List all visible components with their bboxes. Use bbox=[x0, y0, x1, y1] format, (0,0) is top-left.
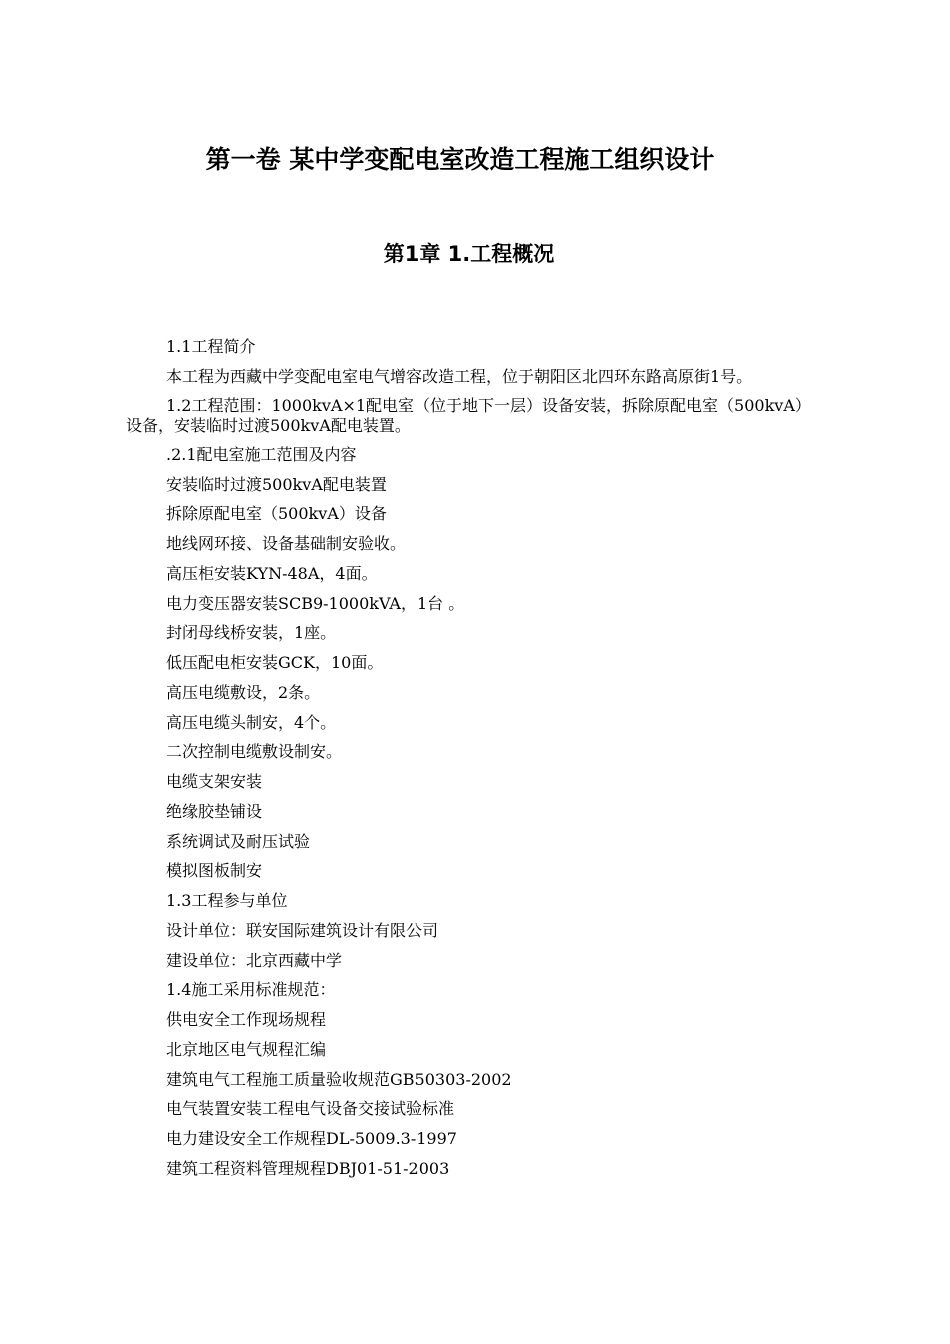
scope-item: 高压柜安装KYN-48A，4面。 bbox=[166, 563, 378, 583]
scope-item: 高压电缆敷设，2条。 bbox=[166, 682, 321, 702]
participant-item: 建设单位：北京西藏中学 bbox=[166, 950, 343, 970]
project-intro-paragraph: 本工程为西藏中学变配电室电气增容改造工程，位于朝阳区北四环东路高原街1号。 bbox=[166, 366, 753, 386]
scope-item: 二次控制电缆敷设制安。 bbox=[166, 742, 343, 762]
standard-item: 北京地区电气规程汇编 bbox=[166, 1039, 327, 1059]
volume-title: 第一卷 某中学变配电室改造工程施工组织设计 bbox=[205, 145, 715, 174]
scope-item: 高压电缆头制安，4个。 bbox=[166, 712, 337, 732]
section-heading-1-4: 1.4施工采用标准规范： bbox=[166, 980, 336, 1000]
standard-item: 电力建设安全工作规程DL-5009.3-1997 bbox=[166, 1129, 457, 1148]
chapter-title: 第1章 1.工程概况 bbox=[383, 242, 555, 266]
scope-item: 封闭母线桥安装，1座。 bbox=[166, 623, 337, 643]
section-heading-1-2-1: .2.1配电室施工范围及内容 bbox=[166, 444, 357, 464]
section-heading-1-1: 1.1工程简介 bbox=[166, 337, 256, 356]
scope-item: 拆除原配电室（500kvA）设备 bbox=[166, 504, 387, 524]
scope-item: 系统调试及耐压试验 bbox=[166, 831, 311, 851]
standard-item: 电气装置安装工程电气设备交接试验标准 bbox=[166, 1099, 455, 1119]
participant-item: 设计单位：联安国际建筑设计有限公司 bbox=[166, 920, 439, 940]
scope-item: 电缆支架安装 bbox=[166, 772, 263, 791]
scope-item: 安装临时过渡500kvA配电装置 bbox=[166, 474, 387, 494]
scope-item: 模拟图板制安 bbox=[166, 861, 263, 881]
standard-item: 建筑工程资料管理规程DBJ01-51-2003 bbox=[166, 1158, 450, 1178]
scope-item: 低压配电柜安装GCK，10面。 bbox=[166, 653, 384, 672]
standard-item: 供电安全工作现场规程 bbox=[166, 1010, 327, 1029]
section-heading-1-3: 1.3工程参与单位 bbox=[166, 891, 288, 910]
scope-item: 地线网环接、设备基础制安验收。 bbox=[166, 534, 407, 553]
project-scope-paragraph: 1.2工程范围：1000kvA×1配电室（位于地下一层）设备安装，拆除原配电室（500kvA）设备，安装临时过渡500kvA配电装置。 bbox=[126, 395, 811, 435]
scope-item: 电力变压器安装SCB9-1000kVA，1台 。 bbox=[166, 593, 465, 613]
body-text bbox=[126, 332, 826, 1184]
standard-item: 建筑电气工程施工质量验收规范GB50303-2002 bbox=[166, 1069, 512, 1089]
scope-item: 绝缘胶垫铺设 bbox=[166, 801, 263, 821]
